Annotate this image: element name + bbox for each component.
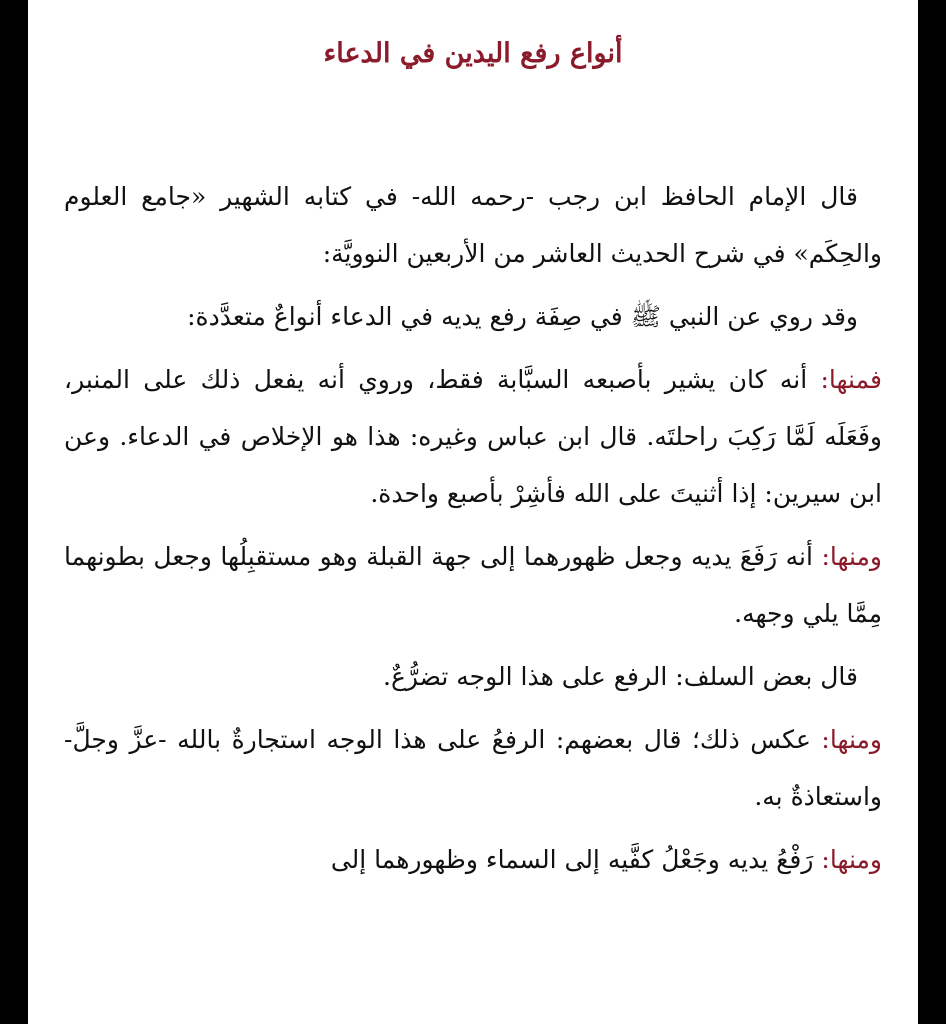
paragraph — [64, 288, 882, 345]
paragraph — [64, 528, 882, 642]
paragraph — [64, 168, 882, 282]
paragraph-text: أنه رَفَعَ يديه وجعل ظهورهما إلى جهة القبلة وهو مستقبِلُها وجعل بطونهما مِمَّا يلي وجهه. — [64, 542, 882, 628]
paragraph-text: أنه كان يشير بأصبعه السبَّابة فقط، وروي أنه يفعل ذلك على المنبر، وفَعَلَه لَمَّا رَكِبَ راحلتَه. قال ابن عباس وغيره: هذا هو الإخلاص في الدعاء. وعن ابن سيرين: إذا أثنيتَ على الله فأشِرْ بأصبع واحدة. — [64, 365, 882, 508]
paragraph-text: قال بعض السلف: الرفع على هذا الوجه تضرُّعٌ. — [383, 662, 858, 691]
paragraph-lead: ومنها: — [821, 542, 883, 571]
paragraph-text: رَفْعُ يديه وجَعْلُ كفَّيه إلى السماء وظهورهما إلى — [330, 845, 814, 874]
paragraph-lead: فمنها: — [820, 365, 882, 394]
paragraph — [64, 831, 882, 888]
paragraph — [64, 648, 882, 705]
paragraph-text: وقد روي عن النبي ﷺ في صِفَة رفع يديه في الدعاء أنواعٌ متعدَّدة: — [187, 302, 858, 331]
document-body — [64, 168, 882, 894]
paragraph — [64, 711, 882, 825]
paragraph-text: عكس ذلك؛ قال بعضهم: الرفعُ على هذا الوجه استجارةٌ بالله -عزَّ وجلَّ- واستعاذةٌ به. — [64, 725, 882, 811]
paragraph — [64, 351, 882, 522]
page-title: أنواع رفع اليدين في الدعاء — [323, 38, 623, 69]
paragraph-text: قال الإمام الحافظ ابن رجب -رحمه الله- في كتابه الشهير «جامع العلوم والحِكَم» في شرح الحديث العاشر من الأربعين النوويَّة: — [64, 182, 882, 268]
paragraph-lead: ومنها: — [821, 725, 882, 754]
document-page — [28, 0, 918, 1024]
paragraph-lead: ومنها: — [821, 845, 882, 874]
